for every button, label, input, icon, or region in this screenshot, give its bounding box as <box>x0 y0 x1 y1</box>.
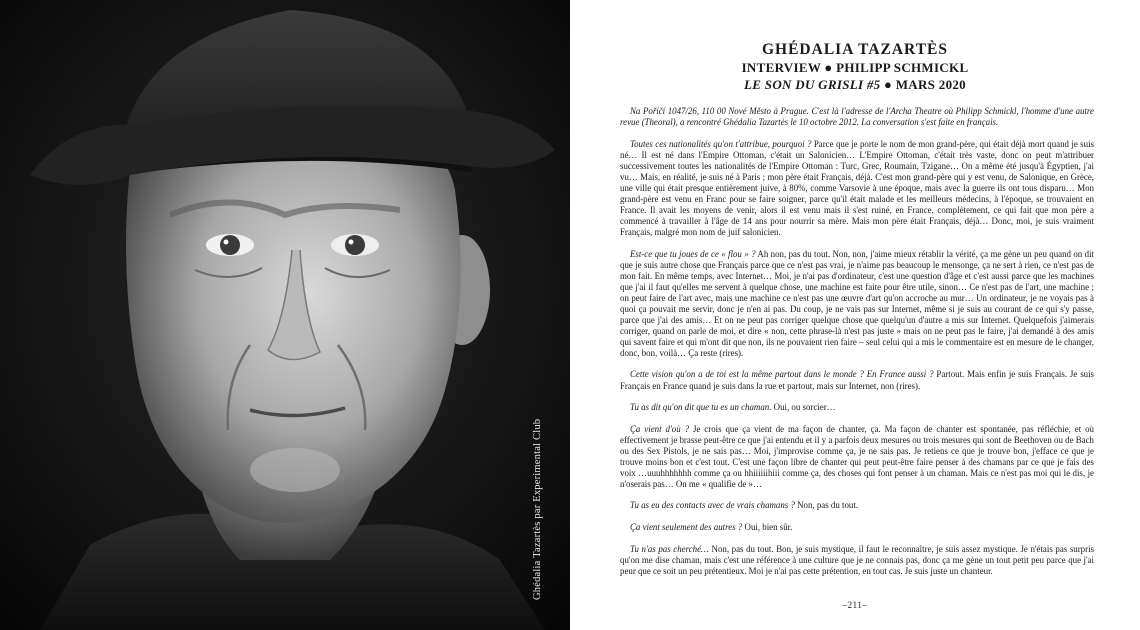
answer-text: Ah non, pas du tout. Non, non, j'aime mieux rétablir la vérité, ça me gène un peu quand on dit que je suis autre chose que Français parce que ce n'est pas vrai, je n'aime pas beaucoup le mensonge, ça ne sert à rien, ce n'est pas de mon fait. En même temps, avec Internet… Moi, je n'ai pas d'ordinateur, c'est une question d'âge et c'est aussi parce que les machines que j'ai il faut qu'elles me servent à quelque chose, une machine est faite pour être utile, sinon… Ce n'est pas de l'art, une machine ; on peut faire de l'art avec, mais une machine ce n'est pas une œuvre d'art qu'on accroche au mur… Un ordinateur, je ne voyais pas à quoi ça pouvait me servir, donc je n'en ai pas. Du coup, je ne vais pas sur Internet, même si je suis au courant de ce qui s'y passe, parce que j'ai des amis… Et on ne peut pas corriger quelque chose que quelqu'un d'autre a mis sur Internet. Quelquefois j'aimerais corriger, quand on parle de moi, et dire « non, cette phrase-là n'est pas juste » mais on ne peut pas le faire, j'ai demandé à des amis qui savent faire et qui m'ont dit que non, ils ne pouvaient rien faire – seul celui qui a mis le commentaire est en mesure de le changer, donc, bon, voilà… Ça reste (rires). <box>620 248 1095 358</box>
qa-paragraph <box>620 369 1094 391</box>
answer-text: Partout. Mais enfin je suis Français. Je suis Français en France quand je suis dans la rue et partout, mais sur Internet, non (rires). <box>620 369 1095 391</box>
answer-text: Oui, bien sûr. <box>742 521 793 532</box>
intro-text: Na Poříčí 1047/26, 110 00 Nové Město à Prague. C'est là l'adresse de l'Archa Theatre où Philipp Schmickl, l'homme d'une autre revue (Theoral), a rencontré Ghédalia Tazartès le 10 octobre 2012. La conversation s'est faite en français. <box>620 106 1094 128</box>
answer-text: Je crois que ça vient de ma façon de chanter, ça. Ma façon de chanter est spontanée, pas réfléchie, et où effectivement je brasse peut-être ce que j'ai entendu et il y a parfois deux mesures ou trois mesures qui sont de Beethoven ou de Bach ou des Sex Pistols, je ne sais pas… Moi, j'improvise comme ça, je ne sais pas. Je retiens ce que je trouve bon, j'efface ce que je trouve moins bon et c'est tout. C'est une façon libre de chanter qui peut peut-être faire penser à des chamans par ce que je fais des voix …uuuhhhhhhh comme ça ou hhiiiiiihiii comme ça, des choses qui font penser à un chaman. Mais ce n'est pas moi qui le dis, je n'oserais pas… On me « qualifie de »… <box>620 423 1094 489</box>
article-title: GHÉDALIA TAZARTÈS <box>761 41 948 58</box>
text-page <box>570 0 1140 630</box>
photo-credit: Ghédalia Tazartès par Experimental Club <box>532 418 543 600</box>
answer-text: Non, pas du tout. Bon, je suis mystique, il faut le reconnaître, je suis assez mystique. Je n'étais pas surpris qu'on me dise chaman, mais c'est une référence à une culture que je ne connais pas, donc ça me gène un tout petit peu parce que j'ai peur que ce soit un peu prétentieux. Moi je n'ai pas cette prétention, en tout cas. Je suis juste un chanteur. <box>620 543 1094 576</box>
question-text: Tu as eu des contacts avec de vrais chamans ? <box>630 500 795 511</box>
page-number: –211– <box>842 600 868 610</box>
source-publication: LE SON DU GRISLI #5 <box>744 77 881 92</box>
question-text: Tu as dit qu'on dit que tu es un chaman. <box>630 402 772 413</box>
source-date: ● MARS 2020 <box>880 77 966 92</box>
article-byline: INTERVIEW ● PHILIPP SCHMICKL <box>741 60 969 75</box>
qa-paragraph <box>620 402 1094 413</box>
interview-body <box>620 106 1094 587</box>
question-text: Est-ce que tu joues de ce « flou » ? <box>630 248 756 259</box>
qa-paragraph <box>620 249 1094 359</box>
question-text: Ça vient seulement des autres ? <box>630 521 743 532</box>
question-text: Ça vient d'où ? <box>630 423 690 434</box>
article-header <box>570 40 1140 93</box>
answer-text: Non, pas du tout. <box>794 500 859 511</box>
question-text: Cette vision qu'on a de toi est la même partout dans le monde ? En France aussi ? <box>630 369 934 380</box>
qa-paragraph <box>620 522 1094 533</box>
qa-paragraph <box>620 424 1094 490</box>
intro-paragraph <box>620 106 1094 128</box>
answer-text: Parce que je porte le nom de mon grand-père, qui était déjà mort quand je suis né… Il est né dans l'Empire Ottoman, c'était un Salonicien… L'Empire Ottoman, c'était très vaste, donc on peut m'attribuer successivement toutes les nationalités de l'Empire Ottoman : Turc, Grec, Roumain, Tzigane… On a même été jusqu'à Égyptien, j'ai vu… Mais, en réalité, je suis né à Paris ; mon père était Français, déjà. C'est mon grand-père qui y est venu, de Salonique, en Grèce, une ville qui était presque entièrement juive, à 80%, comme Varsovie à une époque, mais avec la guerre ils ont tous disparu… Mon grand-père est venu en Franc pour se faire soigner, parce qu'il était malade et les meilleurs médecins, à l'époque, se trouvaient en France. Il avait les moyens de venir, alors il est venu mais il s'est ruiné, en France, complètement, ce qui fait que mon père a commencé à travailler à l'âge de 14 ans pour nourrir sa mère. Mais mon père était Français, déjà… Donc, moi, je suis vraiment Français, malgré mon nom de juif salonicien. <box>620 138 1094 237</box>
qa-paragraph <box>620 544 1094 577</box>
qa-paragraph <box>620 500 1094 511</box>
qa-paragraph <box>620 139 1094 238</box>
article-source <box>570 76 1140 93</box>
question-text: Toutes ces nationalités qu'on t'attribue, pourquoi ? <box>630 138 812 149</box>
question-text: Tu n'as pas cherché… <box>630 543 709 554</box>
answer-text: Oui, ou sorcier… <box>771 402 836 413</box>
